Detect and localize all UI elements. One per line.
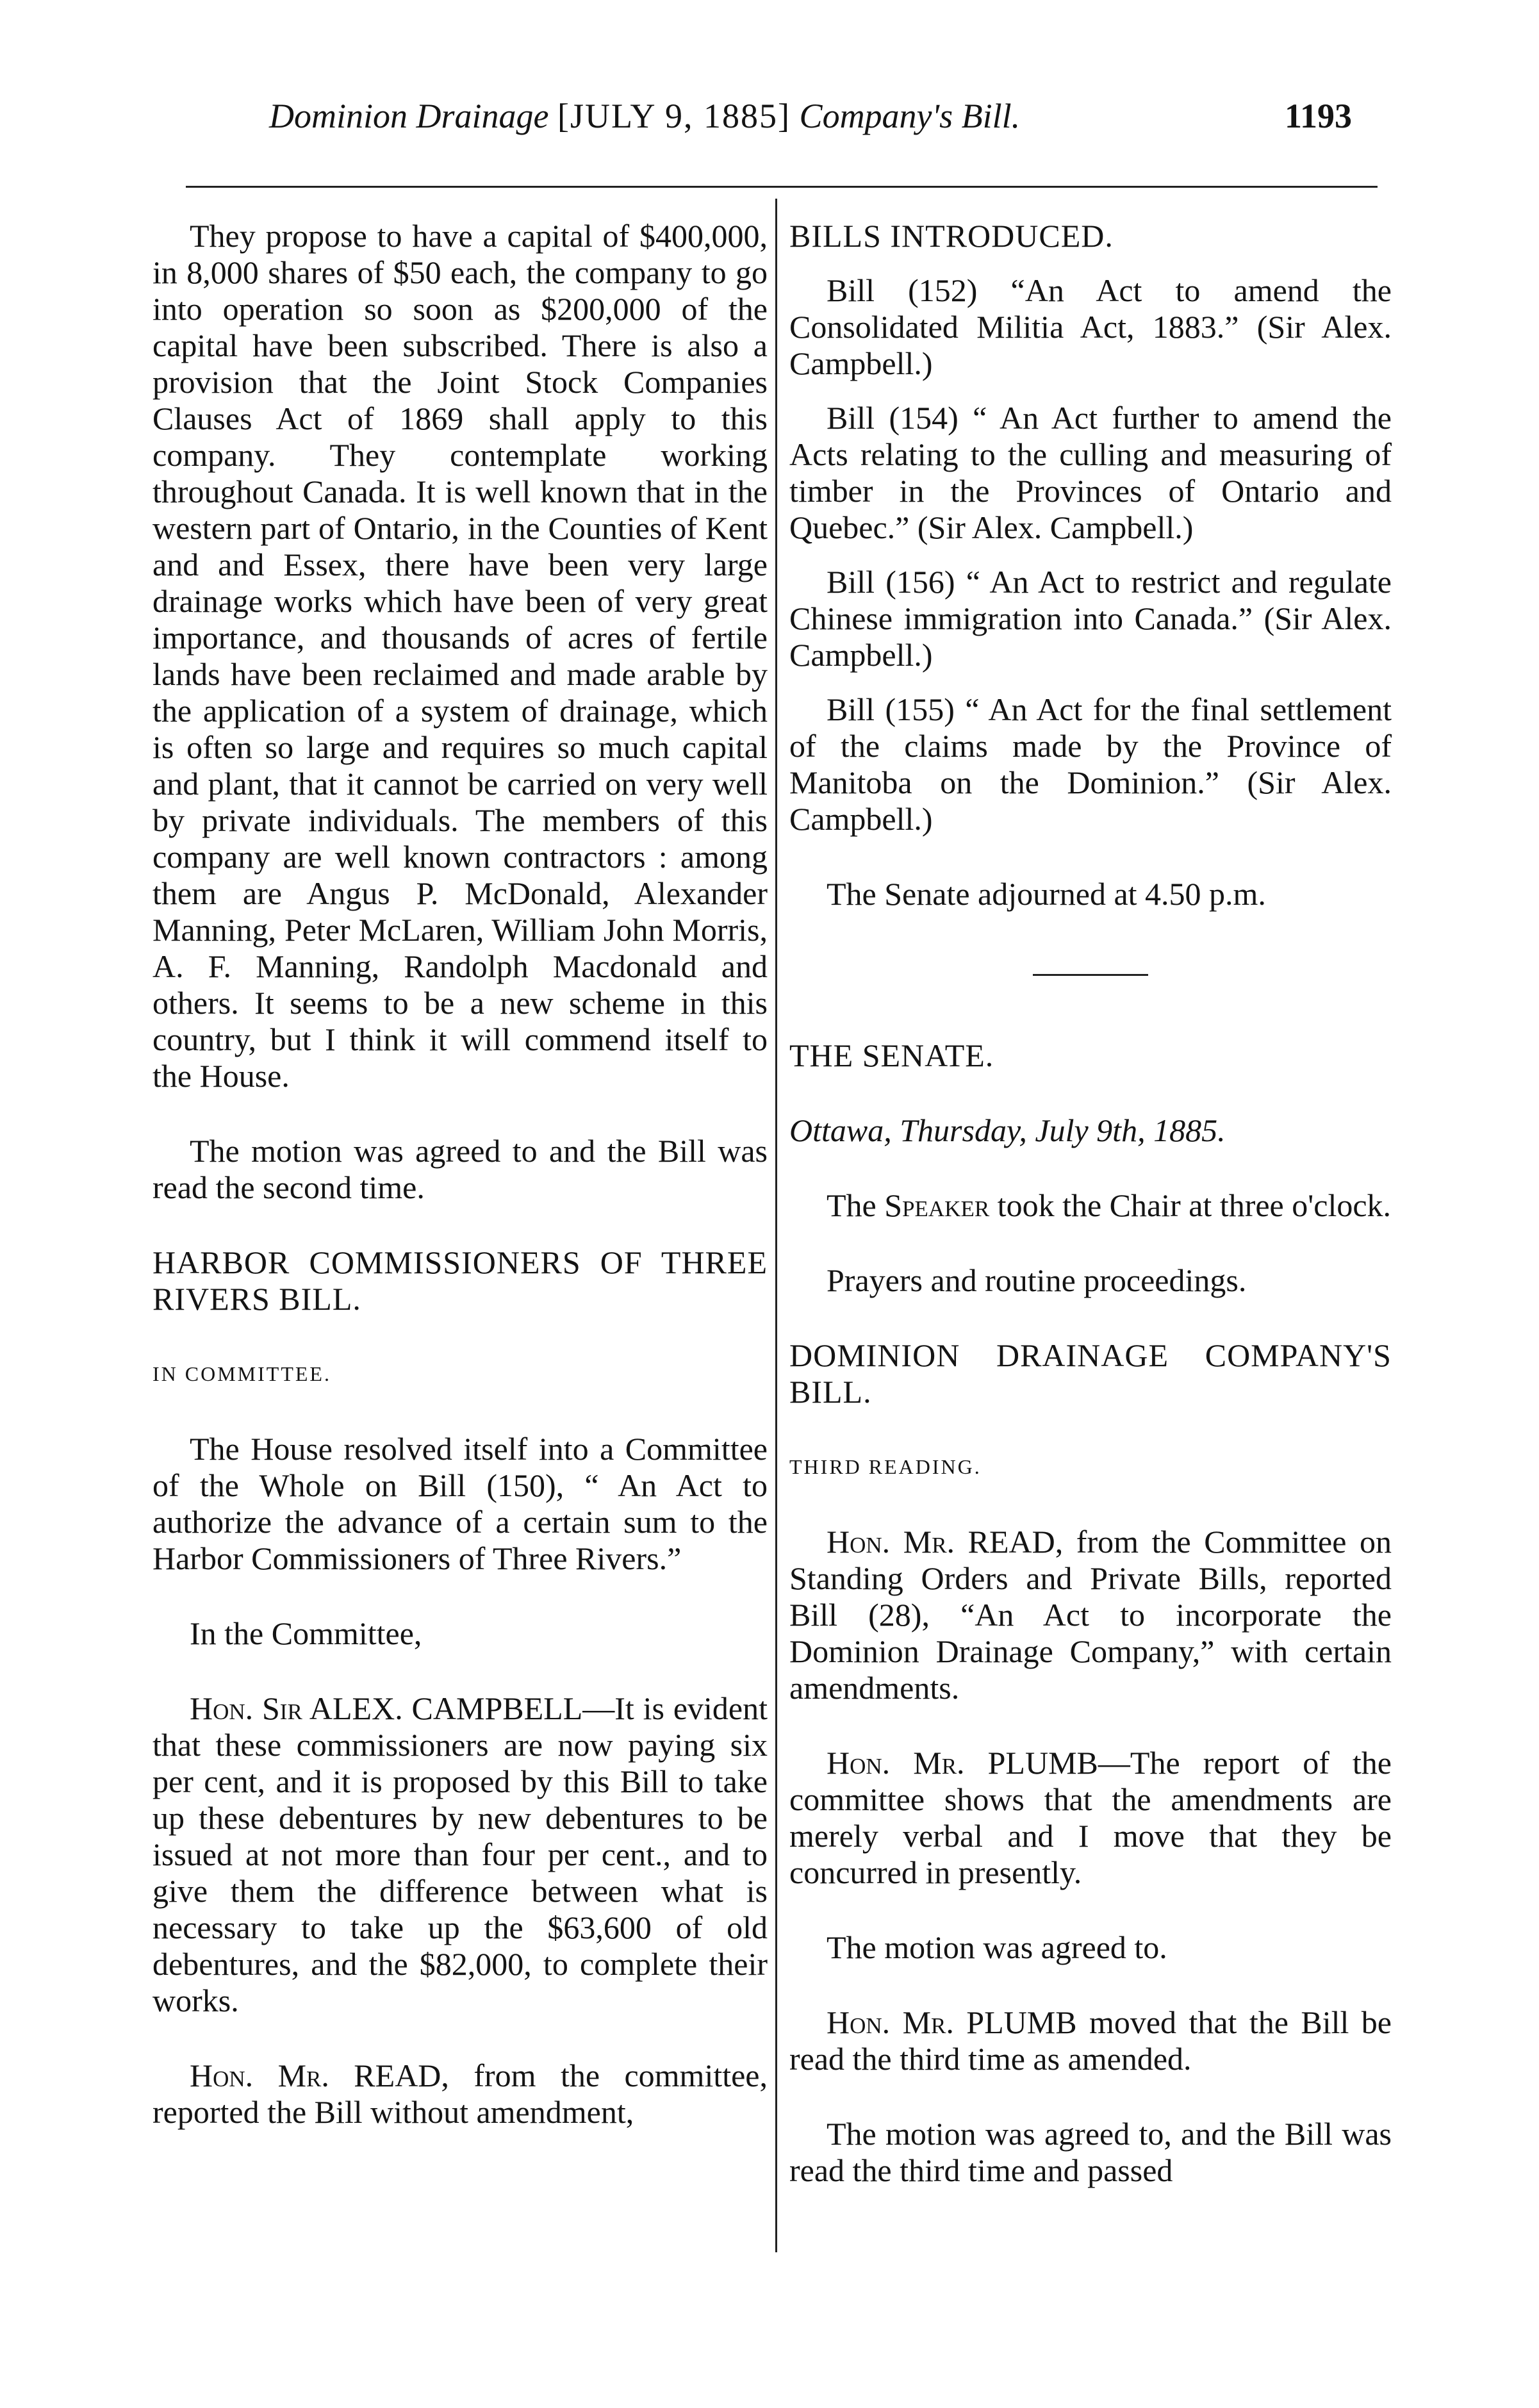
left-column	[152, 218, 768, 2131]
speech-text: moved that the Bill be read the third time as amended.	[789, 2004, 1392, 2077]
speech-paragraph	[789, 1524, 1392, 1706]
speaker-name: Hon. Mr. PLUMB	[827, 2004, 1077, 2040]
header-title-left: Dominion Drainage	[269, 97, 549, 135]
paragraph: The motion was agreed to and the Bill was read the second time.	[152, 1133, 768, 1205]
paragraph: The House resolved itself into a Committee of the Whole on Bill (150), “ An Act to authorize the advance of a certain sum to the Harbor Commissioners of Three Rivers.”	[152, 1431, 768, 1576]
speech-paragraph	[152, 1690, 768, 2019]
bill-entry: Bill (155) “ An Act for the final settlement of the claims made by the Province of Manitoba on the Dominion.” (Sir Alex. Campbell.)	[789, 691, 1392, 837]
speech-paragraph	[152, 2058, 768, 2131]
text-run: The	[827, 1187, 885, 1223]
speech-text: , from the Committee on Standing Orders and Private Bills, reported Bill (28), “An Act to incorporate the Dominion Drainage Company,” with certain amendments.	[789, 1524, 1392, 1706]
paragraph: The motion was agreed to, and the Bill was read the third time and passed	[789, 2116, 1392, 2188]
right-column	[789, 218, 1392, 2189]
bill-entry: Bill (154) “ An Act further to amend the Acts relating to the culling and measuring of timber in the Provinces of Ontario and Quebec.” (Sir Alex. Campbell.)	[789, 400, 1392, 545]
section-heading: HARBOR COMMISSIONERS OF THREE RIVERS BILL.	[152, 1244, 768, 1317]
column-divider	[775, 199, 777, 2252]
paragraph: In the Committee,	[190, 1615, 422, 1651]
speech-text: —The report of the committee shows that the amendments are merely verbal and I move that they be concurred in presently.	[789, 1745, 1392, 1890]
section-subheading: THIRD READING.	[789, 1455, 982, 1478]
running-title	[269, 96, 1020, 136]
section-heading: THE SENATE.	[789, 1037, 994, 1073]
speaker-name: Hon. Mr. READ	[190, 2058, 441, 2093]
paragraph: They propose to have a capital of $400,000, in 8,000 shares of $50 each, the company to go into operation so soon as $200,000 of the capital have been subscribed. There is also a provision that the Joint Stock Companies Clauses Act of 1869 shall apply to this company. They contemplate working throughout Canada. It is well known that in the western part of Ontario, in the Counties of Kent and and Essex, there have been very large drainage works which have been of very great importance, and thousands of acres of fertile lands have been reclaimed and made arable by the application of a system of drainage, which is often so large and requires so much capital and plant, that it cannot be carried on very well by private individuals. The members of this company are well known contractors : among them are Angus P. McDonald, Alexander Manning, Peter McLaren, William John Morris, A. F. Manning, Randolph Macdonald and others. It seems to be a new scheme in this country, but I think it will commend itself to the House.	[152, 218, 768, 1094]
dateline: Ottawa, Thursday, July 9th, 1885.	[789, 1112, 1226, 1148]
speaker-name: Hon. Mr. PLUMB	[827, 1745, 1098, 1781]
paragraph	[789, 1187, 1392, 1224]
running-header	[0, 96, 1539, 147]
speaker-name: Hon. Sir ALEX. CAMPBELL	[190, 1690, 583, 1726]
header-title-right: Company's Bill.	[799, 97, 1021, 135]
header-date: [JULY 9, 1885]	[557, 97, 791, 135]
bill-entry: Bill (152) “An Act to amend the Consolidated Militia Act, 1883.” (Sir Alex. Campbell.)	[789, 272, 1392, 381]
header-rule	[186, 186, 1378, 188]
section-heading: DOMINION DRAINAGE COMPANY'S BILL.	[789, 1337, 1392, 1410]
bill-entry: Bill (156) “ An Act to restrict and regulate Chinese immigration into Canada.” (Sir Alex. Campbell.)	[789, 564, 1392, 673]
speaker-name: Hon. Mr. READ	[827, 1524, 1055, 1560]
speech-paragraph	[789, 2004, 1392, 2077]
section-subheading: IN COMMITTEE.	[152, 1362, 331, 1385]
speaker-name: Speaker	[884, 1187, 990, 1223]
paragraph: Prayers and routine proceedings.	[827, 1262, 1247, 1298]
speech-text: , from the committee, reported the Bill without amendment,	[152, 2058, 768, 2130]
text-run: took the Chair at three o'clock.	[989, 1187, 1392, 1223]
section-heading: BILLS INTRODUCED.	[789, 218, 1114, 254]
page-number: 1193	[1285, 97, 1353, 135]
speech-paragraph	[789, 1745, 1392, 1891]
speech-text: —It is evident that these commissioners are now paying six per cent, and it is proposed by this Bill to take up these debentures by new debentures to be issued at not more than four per cent., and to give them the difference between what is necessary to take up the $63,600 of old debentures, and the $82,000, to complete their works.	[152, 1690, 768, 2018]
paragraph: The motion was agreed to.	[827, 1929, 1167, 1965]
paragraph: The Senate adjourned at 4.50 p.m.	[827, 876, 1266, 912]
